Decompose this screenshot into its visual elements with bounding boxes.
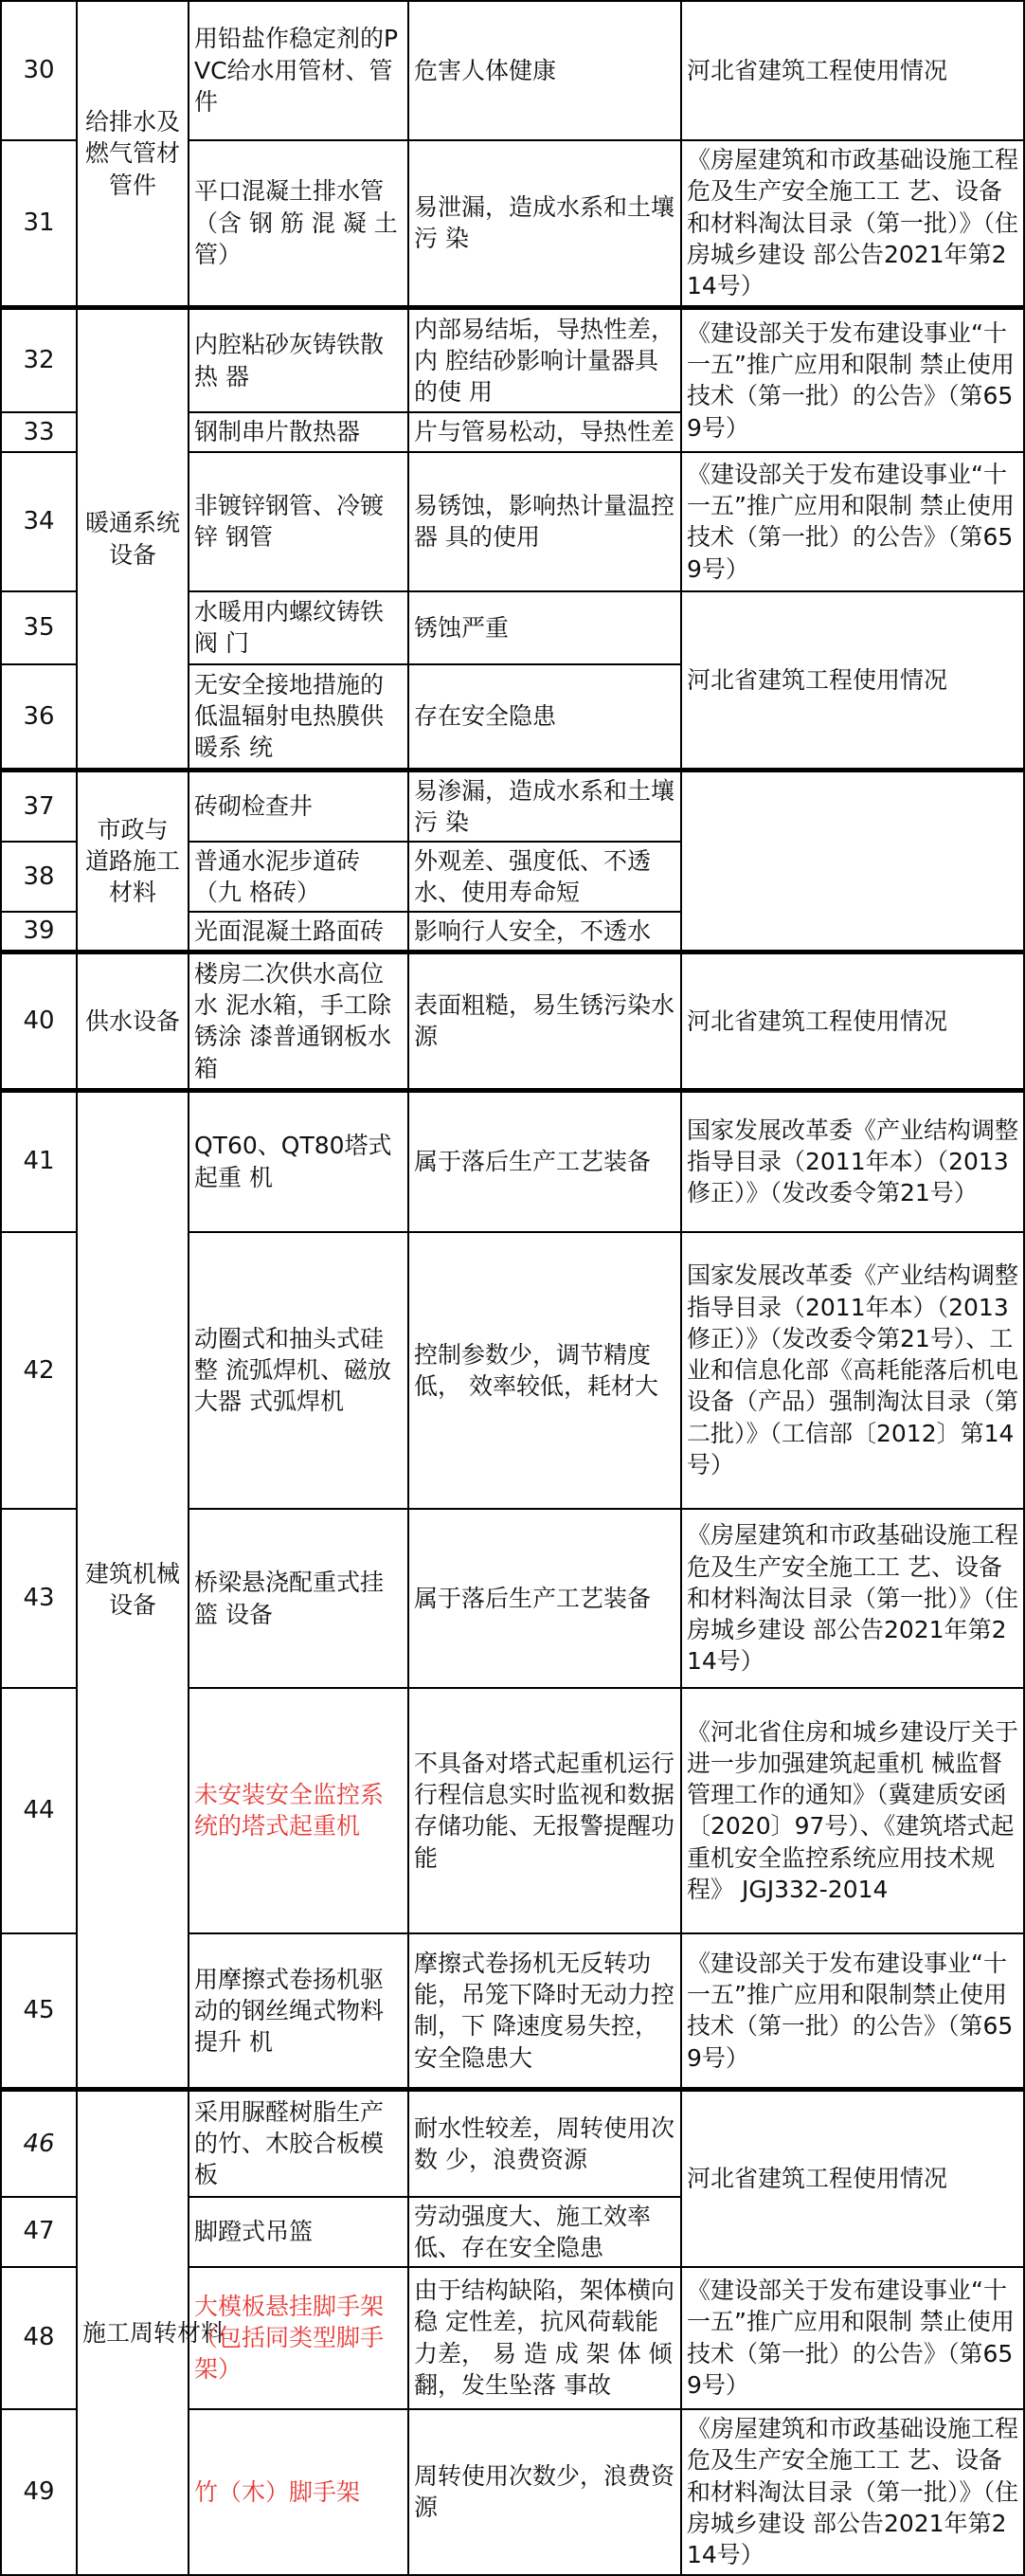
item-reason: 属于落后生产工艺装备 — [408, 1090, 681, 1232]
item-reason: 外观差、强度低、不透水、使用寿命短 — [408, 842, 681, 912]
item-name: 桥梁悬浇配重式挂篮 设备 — [189, 1509, 408, 1688]
item-reason: 易锈蚀，影响热计量温控器 具的使用 — [408, 452, 681, 592]
row-number: 30 — [1, 1, 77, 140]
table-row — [1, 2090, 1024, 2197]
row-number: 44 — [1, 1688, 77, 1933]
item-basis: 河北省建筑工程使用情况 — [681, 1, 1024, 140]
item-basis: 《建设部关于发布建设事业“十一五”推广应用和限制 禁止使用技术（第一批）的公告》（第659号） — [681, 307, 1024, 451]
row-number: 48 — [1, 2267, 77, 2409]
item-basis: 国家发展改革委《产业结构调整指导目录（2011年本）（2013修正）》（发改委令第21号）、工业和信息化部《高耗能落后机电设备（产品）强制淘汰目录（第二批）》（工信部〔2012〕第14号） — [681, 1232, 1024, 1509]
item-basis: 河北省建筑工程使用情况 — [681, 2090, 1024, 2267]
category-cell: 供水设备 — [77, 952, 189, 1091]
item-name: 普通水泥步道砖（九 格砖） — [189, 842, 408, 912]
category-cell: 市政与 道路施工 材料 — [77, 771, 189, 952]
item-reason: 耐水性较差，周转使用次数 少，浪费资源 — [408, 2090, 681, 2197]
item-reason: 劳动强度大、施工效率低、存在安全隐患 — [408, 2197, 681, 2267]
item-basis: 《建设部关于发布建设事业“十一五”推广应用和限制禁止使用技术（第一批）的公告》（第659号） — [681, 1933, 1024, 2090]
item-reason: 表面粗糙，易生锈污染水源 — [408, 952, 681, 1091]
item-reason: 周转使用次数少，浪费资源 — [408, 2409, 681, 2575]
row-number: 36 — [1, 664, 77, 771]
row-number: 49 — [1, 2409, 77, 2575]
item-name: 动圈式和抽头式硅整 流弧焊机、磁放大器 式弧焊机 — [189, 1232, 408, 1509]
row-number: 33 — [1, 412, 77, 451]
item-basis: 《房屋建筑和市政基础设施工程危及生产安全施工工 艺、设备和材料淘汰目录（第一批）》（住房城乡建设 部公告2021年第214号） — [681, 2409, 1024, 2575]
item-name: 用摩擦式卷扬机驱动的钢丝绳式物料提升 机 — [189, 1933, 408, 2090]
row-number: 43 — [1, 1509, 77, 1688]
row-number: 34 — [1, 452, 77, 592]
item-basis: 《建设部关于发布建设事业“十一五”推广应用和限制 禁止使用技术（第一批）的公告》（第659号） — [681, 452, 1024, 592]
item-reason: 锈蚀严重 — [408, 591, 681, 663]
row-number: 37 — [1, 771, 77, 842]
item-name: 楼房二次供水高位水 泥水箱，手工除锈涂 漆普通钢板水箱 — [189, 952, 408, 1091]
category-cell: 施工周转材料 — [77, 2090, 189, 2575]
item-name: 砖砌检查井 — [189, 771, 408, 842]
item-basis: 河北省建筑工程使用情况 — [681, 952, 1024, 1091]
row-number: 45 — [1, 1933, 77, 2090]
item-basis: 《房屋建筑和市政基础设施工程危及生产安全施工工 艺、设备和材料淘汰目录（第一批）》（住房城乡建设 部公告2021年第214号） — [681, 1509, 1024, 1688]
item-reason: 内部易结垢，导热性差，内 腔结砂影响计量器具的使 用 — [408, 307, 681, 412]
row-number: 46 — [1, 2090, 77, 2197]
item-name: 平口混凝土排水管（含 钢 筋 混 凝 土 管） — [189, 140, 408, 308]
item-basis-empty — [681, 771, 1024, 952]
item-basis: 《河北省住房和城乡建设厅关于进一步加强建筑起重机 械监督管理工作的通知》（冀建质安函〔2020〕97号）、《建筑塔式起重机安全监控系统应用技术规程》 JGJ332-2014 — [681, 1688, 1024, 1933]
table-row — [1, 1, 1024, 140]
row-number: 35 — [1, 591, 77, 663]
row-number: 38 — [1, 842, 77, 912]
item-reason: 由于结构缺陷，架体横向稳 定性差，抗风荷载能力差， 易 造 成 架 体 倾 翻，发生坠落 事故 — [408, 2267, 681, 2409]
item-name: 钢制串片散热器 — [189, 412, 408, 451]
item-name: 采用脲醛树脂生产的竹、木胶合板模板 — [189, 2090, 408, 2197]
item-basis: 国家发展改革委《产业结构调整指导目录（2011年本）（2013修正）》（发改委令第21号） — [681, 1090, 1024, 1232]
item-reason: 片与管易松动，导热性差 — [408, 412, 681, 451]
item-reason: 危害人体健康 — [408, 1, 681, 140]
item-name: 内腔粘砂灰铸铁散热 器 — [189, 307, 408, 412]
row-number: 31 — [1, 140, 77, 308]
row-number: 40 — [1, 952, 77, 1091]
table-row — [1, 1090, 1024, 1232]
item-reason: 属于落后生产工艺装备 — [408, 1509, 681, 1688]
item-reason: 易渗漏，造成水系和土壤污 染 — [408, 771, 681, 842]
table-row — [1, 771, 1024, 842]
category-cell: 给排水及燃气管材管件 — [77, 1, 189, 307]
item-basis: 《建设部关于发布建设事业“十一五”推广应用和限制 禁止使用技术（第一批）的公告》（第659号） — [681, 2267, 1024, 2409]
category-cell: 建筑机械设备 — [77, 1090, 189, 2090]
item-reason: 摩擦式卷扬机无反转功能，吊笼下降时无动力控制，下 降速度易失控，安全隐患大 — [408, 1933, 681, 2090]
item-reason: 不具备对塔式起重机运行行程信息实时监视和数据存储功能、无报警提醒功能 — [408, 1688, 681, 1933]
item-basis: 《房屋建筑和市政基础设施工程危及生产安全施工工 艺、设备和材料淘汰目录（第一批）》（住房城乡建设 部公告2021年第214号） — [681, 140, 1024, 308]
item-name: 无安全接地措施的低温辐射电热膜供暖系 统 — [189, 664, 408, 771]
item-name: 水暖用内螺纹铸铁阀 门 — [189, 591, 408, 663]
item-name: 光面混凝土路面砖 — [189, 912, 408, 952]
table-row — [1, 952, 1024, 1091]
item-basis: 河北省建筑工程使用情况 — [681, 591, 1024, 770]
item-name: 用铅盐作稳定剂的PVC给水用管材、管 件 — [189, 1, 408, 140]
item-name-highlighted: 竹（木）脚手架 — [189, 2409, 408, 2575]
row-number: 39 — [1, 912, 77, 952]
item-reason: 存在安全隐患 — [408, 664, 681, 771]
table-row — [1, 307, 1024, 412]
item-name-highlighted: 未安装安全监控系统的塔式起重机 — [189, 1688, 408, 1933]
row-number: 32 — [1, 307, 77, 412]
item-name: 脚蹬式吊篮 — [189, 2197, 408, 2267]
row-number: 41 — [1, 1090, 77, 1232]
row-number: 42 — [1, 1232, 77, 1509]
row-number: 47 — [1, 2197, 77, 2267]
item-reason: 易泄漏，造成水系和土壤污 染 — [408, 140, 681, 308]
item-reason: 控制参数少，调节精度低， 效率较低，耗材大 — [408, 1232, 681, 1509]
item-name-highlighted: 大模板悬挂脚手架（包括同类型脚手架） — [189, 2267, 408, 2409]
item-reason: 影响行人安全，不透水 — [408, 912, 681, 952]
item-name: QT60、QT80塔式起重 机 — [189, 1090, 408, 1232]
item-name: 非镀锌钢管、冷镀锌 钢管 — [189, 452, 408, 592]
category-cell: 暖通系统设备 — [77, 307, 189, 770]
